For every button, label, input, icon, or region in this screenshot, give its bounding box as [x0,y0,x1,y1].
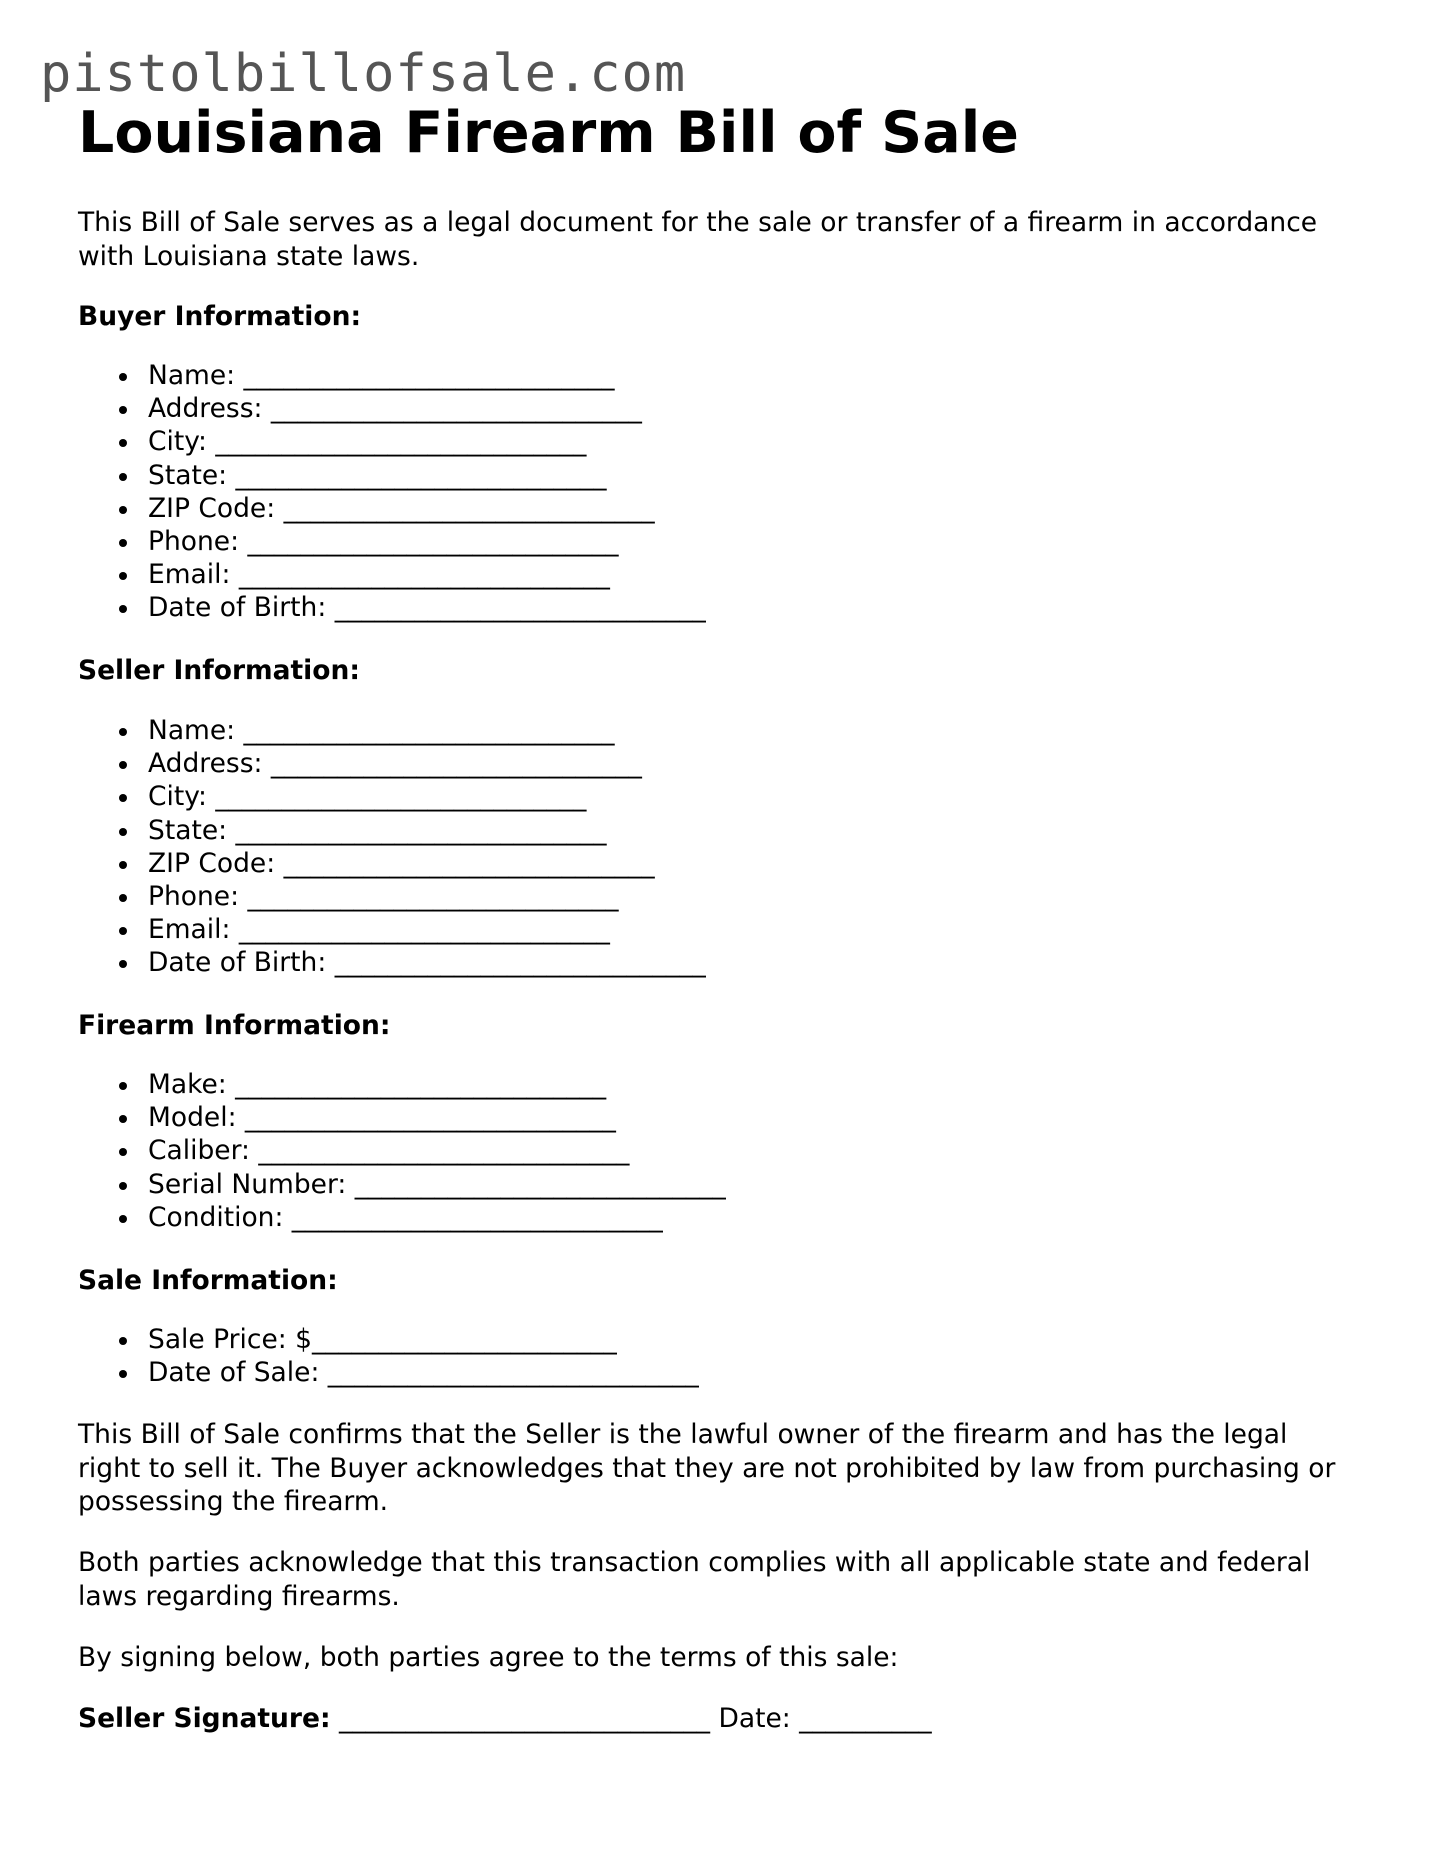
seller-city-field: City: ____________________________ [148,780,706,813]
confirmation-paragraph: This Bill of Sale confirms that the Seller is the lawful owner of the firearm and has the legal right to sell it. The Buyer acknowledges that they are not prohibited by law from purchasing or possessing the firearm. [78,1419,1336,1517]
sale-fields-list [78,1323,699,1389]
buyer-address-field: Address: ____________________________ [148,392,706,425]
sale-date-field: Date of Sale: ____________________________ [148,1357,699,1389]
agreement-paragraph: By signing below, both parties agree to the terms of this sale: [78,1642,899,1673]
buyer-email-field: Email: ____________________________ [148,558,706,591]
seller-signature-label: Seller Signature: [78,1703,331,1734]
firearm-section-heading: Firearm Information: [78,1010,391,1041]
firearm-caliber-field: Caliber: ____________________________ [148,1134,726,1167]
seller-dob-field: Date of Birth: ____________________________ [148,947,706,979]
signature-date-label: Date: [718,1703,791,1734]
firearm-condition-field: Condition: ____________________________ [148,1201,726,1234]
seller-signature-line [78,1702,932,1736]
document-title: Louisiana Firearm Bill of Sale [78,100,1019,166]
buyer-city-field: City: ____________________________ [148,425,706,458]
buyer-zip-field: ZIP Code: ____________________________ [148,492,706,525]
signature-date-blank: __________ [799,1703,932,1734]
compliance-paragraph: Both parties acknowledge that this transaction complies with all applicable state and federal laws regarding firearms. [78,1547,1311,1612]
sale-section-heading: Sale Information: [78,1265,338,1296]
firearm-model-field: Model: ____________________________ [148,1101,726,1134]
buyer-phone-field: Phone: ____________________________ [148,525,706,558]
seller-state-field: State: ____________________________ [148,814,706,847]
seller-phone-field: Phone: ____________________________ [148,880,706,913]
firearm-make-field: Make: ____________________________ [148,1068,726,1101]
buyer-state-field: State: ____________________________ [148,459,706,492]
firearm-serial-field: Serial Number: ____________________________ [148,1168,726,1200]
seller-signature-blank: ____________________________ [339,1703,710,1734]
seller-zip-field: ZIP Code: ____________________________ [148,847,706,880]
buyer-name-field: Name: ____________________________ [148,359,706,392]
seller-address-field: Address: ____________________________ [148,747,706,780]
buyer-dob-field: Date of Birth: ____________________________ [148,592,706,624]
intro-paragraph: This Bill of Sale serves as a legal document for the sale or transfer of a firearm in accordance with Louisiana state laws. [78,207,1318,272]
buyer-section-heading: Buyer Information: [78,301,362,332]
site-watermark: pistolbillofsale.com [40,44,687,104]
buyer-fields-list [78,359,706,625]
sale-price-field: Sale Price: $_______________________ [148,1323,699,1356]
seller-email-field: Email: ____________________________ [148,913,706,946]
seller-section-heading: Seller Information: [78,655,360,686]
seller-fields-list [78,714,706,980]
firearm-fields-list [78,1068,726,1234]
seller-name-field: Name: ____________________________ [148,714,706,747]
